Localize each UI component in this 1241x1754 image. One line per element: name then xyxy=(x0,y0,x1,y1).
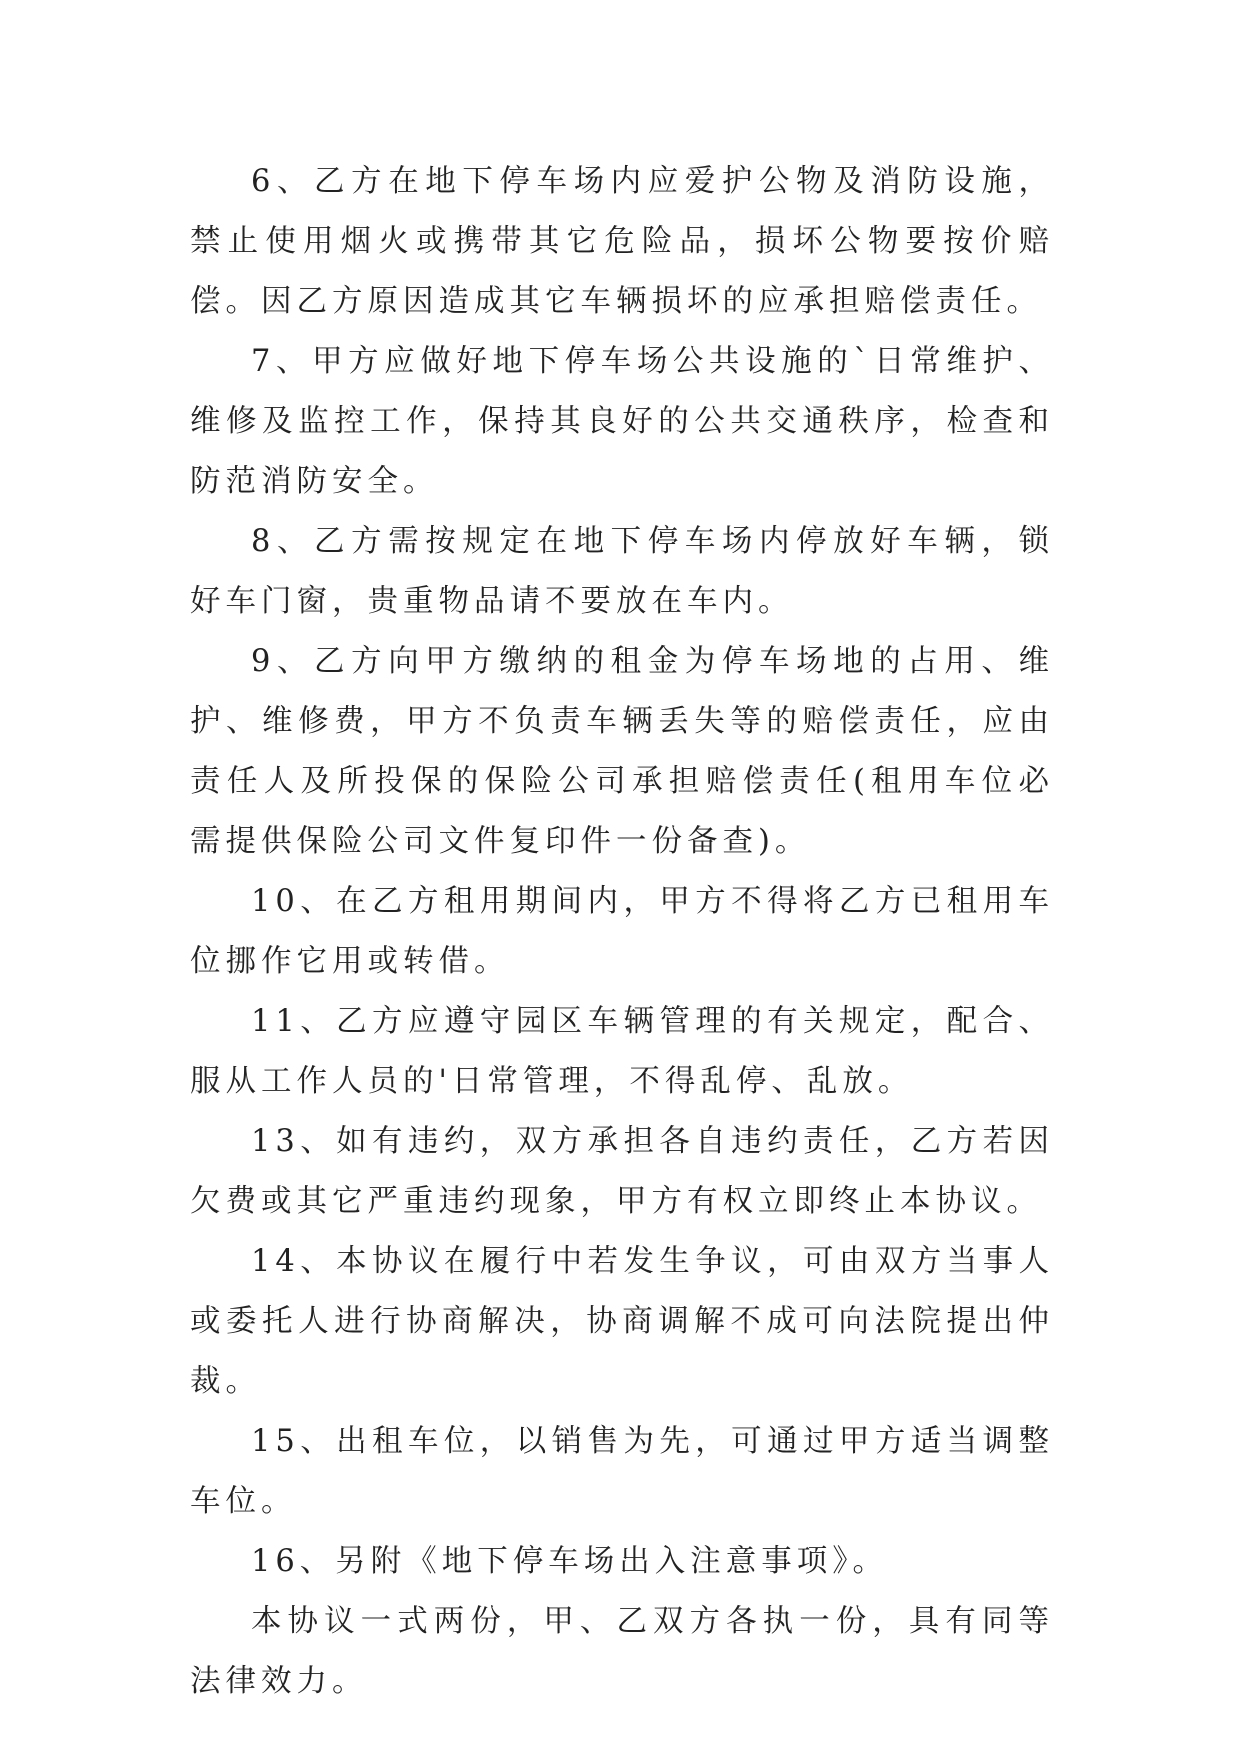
clause-14: 14、本协议在履行中若发生争议，可由双方当事人或委托人进行协商解决，协商调解不成可向法院提出仲裁。 xyxy=(190,1244,1054,1399)
clause-13: 13、如有违约，双方承担各自违约责任，乙方若因欠费或其它严重违约现象，甲方有权立即终止本协议。 xyxy=(190,1124,1054,1219)
clause-6: 6、乙方在地下停车场内应爱护公物及消防设施，禁止使用烟火或携带其它危险品，损坏公物要按价赔偿。因乙方原因造成其它车辆损坏的应承担赔偿责任。 xyxy=(190,164,1054,319)
clause-16: 16、另附《地下停车场出入注意事项》。 xyxy=(251,1544,889,1579)
clause-15: 15、出租车位，以销售为先，可通过甲方适当调整车位。 xyxy=(190,1424,1054,1519)
clause-7: 7、甲方应做好地下停车场公共设施的`日常维护、维修及监控工作，保持其良好的公共交通秩序，检查和防范消防安全。 xyxy=(190,344,1054,499)
closing-statement: 本协议一式两份，甲、乙双方各执一份，具有同等法律效力。 xyxy=(190,1604,1054,1699)
clause-9: 9、乙方向甲方缴纳的租金为停车场地的占用、维护、维修费，甲方不负责车辆丢失等的赔偿责任，应由责任人及所投保的保险公司承担赔偿责任(租用车位必需提供保险公司文件复印件一份备查)。 xyxy=(190,644,1054,859)
clause-10: 10、在乙方租用期间内，甲方不得将乙方已租用车位挪作它用或转借。 xyxy=(190,884,1054,979)
document-body xyxy=(190,152,1054,1712)
clause-8: 8、乙方需按规定在地下停车场内停放好车辆，锁好车门窗，贵重物品请不要放在车内。 xyxy=(190,524,1054,619)
clause-11: 11、乙方应遵守园区车辆管理的有关规定，配合、服从工作人员的'日常管理，不得乱停、乱放。 xyxy=(190,1004,1054,1099)
